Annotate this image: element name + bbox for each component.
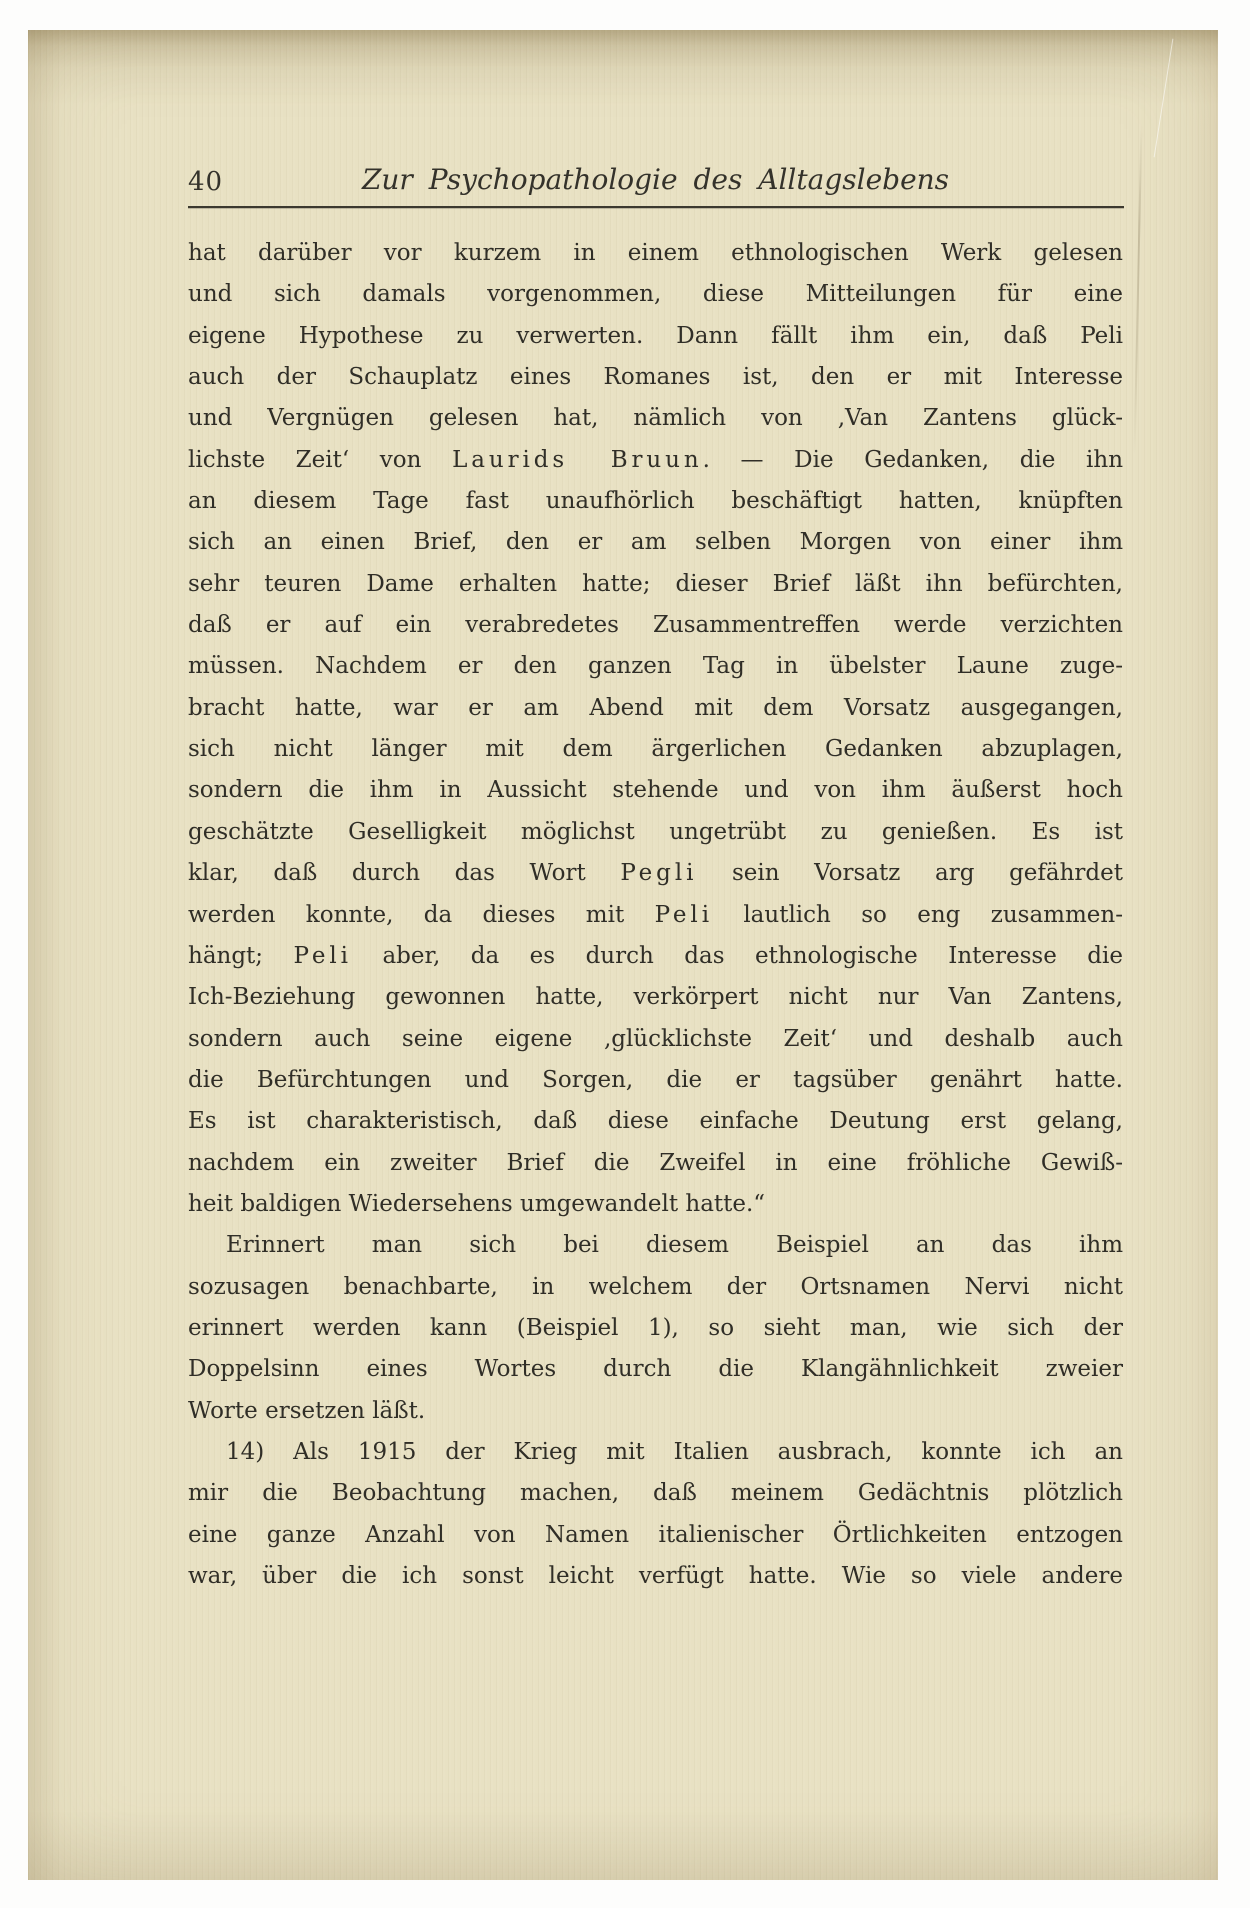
text-segment: sich nicht länger mit dem ärgerlichen Gedanken abzuplagen,	[188, 736, 1123, 763]
text-line	[188, 1225, 1123, 1266]
text-line	[188, 1349, 1123, 1390]
text-line	[188, 274, 1123, 315]
text-segment: an diesem Tage fast unaufhörlich beschäftigt hatten, knüpften	[188, 488, 1123, 515]
text-line	[188, 1473, 1123, 1514]
text-segment: sein Vorsatz arg gefährdet	[697, 860, 1124, 887]
text-line	[188, 1556, 1123, 1597]
text-segment: und Vergnügen gelesen hat, nämlich von ‚Van Zantens glück-	[188, 405, 1123, 432]
text-line	[188, 605, 1123, 646]
text-line	[188, 522, 1123, 563]
text-segment: lautlich so eng zusammen-	[712, 901, 1123, 928]
running-title: Zur Psychopathologie des Alltagslebens	[361, 163, 950, 196]
text-line	[188, 936, 1123, 977]
text-segment: hängt;	[188, 942, 294, 969]
text-segment: bracht hatte, war er am Abend mit dem Vorsatz ausgegangen,	[188, 694, 1123, 721]
paper-crease-diagonal	[1154, 39, 1174, 158]
text-line	[188, 357, 1123, 398]
paper-crease-vertical	[1134, 125, 1143, 455]
text-segment: Erinnert man sich bei diesem Beispiel an das ihm	[226, 1232, 1123, 1259]
text-segment: werden konnte, da dieses mit	[188, 901, 655, 928]
text-segment: lichste Zeit‘ von	[188, 446, 453, 473]
text-segment: klar, daß durch das Wort	[188, 860, 621, 887]
text-segment: nachdem ein zweiter Brief die Zweifel in eine fröhliche Gewiß-	[188, 1149, 1123, 1176]
text-segment: erinnert werden kann (Beispiel 1), so sieht man, wie sich der	[188, 1314, 1123, 1341]
text-line	[188, 688, 1123, 729]
text-segment: Worte ersetzen läßt.	[188, 1397, 426, 1424]
text-segment: eigene Hypothese zu verwerten. Dann fällt ihm ein, daß Peli	[188, 322, 1123, 349]
text-line	[188, 1143, 1123, 1184]
text-line	[188, 646, 1123, 687]
text-segment: heit baldigen Wiedersehens umgewandelt hatte.“	[188, 1190, 766, 1217]
text-segment: sich an einen Brief, den er am selben Morgen von einer ihm	[188, 529, 1123, 556]
text-segment: daß er auf ein verabredetes Zusammentreffen werde verzichten	[188, 612, 1123, 639]
text-segment: mir die Beobachtung machen, daß meinem Gedächtnis plötzlich	[188, 1480, 1123, 1507]
text-line	[188, 1515, 1123, 1556]
text-line	[188, 977, 1123, 1018]
text-segment: 14) Als 1915 der Krieg mit Italien ausbrach, konnte ich an	[226, 1438, 1123, 1465]
text-segment: . — Die Gedanken, die ihn	[702, 446, 1124, 473]
text-segment: die Befürchtungen und Sorgen, die er tagsüber genährt hatte.	[188, 1066, 1123, 1093]
text-line	[188, 440, 1123, 481]
text-line	[188, 1432, 1123, 1473]
text-line	[188, 481, 1123, 522]
text-line	[188, 770, 1123, 811]
text-segment: war, über die ich sonst leicht verfügt hatte. Wie so viele andere	[188, 1563, 1123, 1589]
text-line	[188, 316, 1123, 357]
text-line	[188, 729, 1123, 770]
letterspaced-word: Peli	[293, 942, 352, 969]
text-segment: sozusagen benachbarte, in welchem der Ortsnamen Nervi nicht	[188, 1273, 1123, 1300]
text-segment: Es ist charakteristisch, daß diese einfache Deutung erst gelang,	[188, 1108, 1123, 1135]
text-segment: hat darüber vor kurzem in einem ethnologischen Werk gelesen	[188, 240, 1123, 266]
text-line	[188, 398, 1123, 439]
header-rule	[188, 206, 1124, 208]
text-segment: und sich damals vorgenommen, diese Mitteilungen für eine	[188, 281, 1123, 308]
text-segment: Doppelsinn eines Wortes durch die Klangähnlichkeit zweier	[188, 1356, 1123, 1383]
text-line	[188, 895, 1123, 936]
page-number: 40	[188, 167, 224, 197]
text-line	[188, 853, 1123, 894]
text-segment: sondern die ihm in Aussicht stehende und von ihm äußerst hoch	[188, 777, 1123, 804]
text-segment: müssen. Nachdem er den ganzen Tag in übelster Laune zuge-	[188, 653, 1123, 680]
letterspaced-word: Laurids Bruun	[452, 446, 703, 473]
text-segment: Ich-Beziehung gewonnen hatte, verkörpert nicht nur Van Zantens,	[188, 984, 1123, 1011]
text-line	[188, 1101, 1123, 1142]
text-line	[188, 1308, 1123, 1349]
text-line	[188, 812, 1123, 853]
text-line	[188, 233, 1123, 274]
text-segment: geschätzte Geselligkeit möglichst ungetrübt zu genießen. Es ist	[188, 818, 1123, 845]
letterspaced-word: Peli	[654, 901, 713, 928]
text-line	[188, 1060, 1123, 1101]
book-page	[28, 30, 1218, 1880]
text-segment: eine ganze Anzahl von Namen italienischer Örtlichkeiten entzogen	[188, 1521, 1123, 1548]
body-text	[188, 233, 1123, 1597]
text-line	[188, 1391, 1123, 1432]
text-segment: sehr teuren Dame erhalten hatte; dieser Brief läßt ihn befürchten,	[188, 570, 1123, 597]
text-line	[188, 1184, 1123, 1225]
letterspaced-word: Pegli	[620, 860, 698, 887]
text-segment: auch der Schauplatz eines Romanes ist, den er mit Interesse	[188, 364, 1123, 391]
text-segment: aber, da es durch das ethnologische Interesse die	[351, 942, 1123, 969]
text-line	[188, 1267, 1123, 1308]
text-segment: sondern auch seine eigene ‚glücklichste Zeit‘ und deshalb auch	[188, 1025, 1123, 1052]
text-line	[188, 564, 1123, 605]
text-line	[188, 1019, 1123, 1060]
